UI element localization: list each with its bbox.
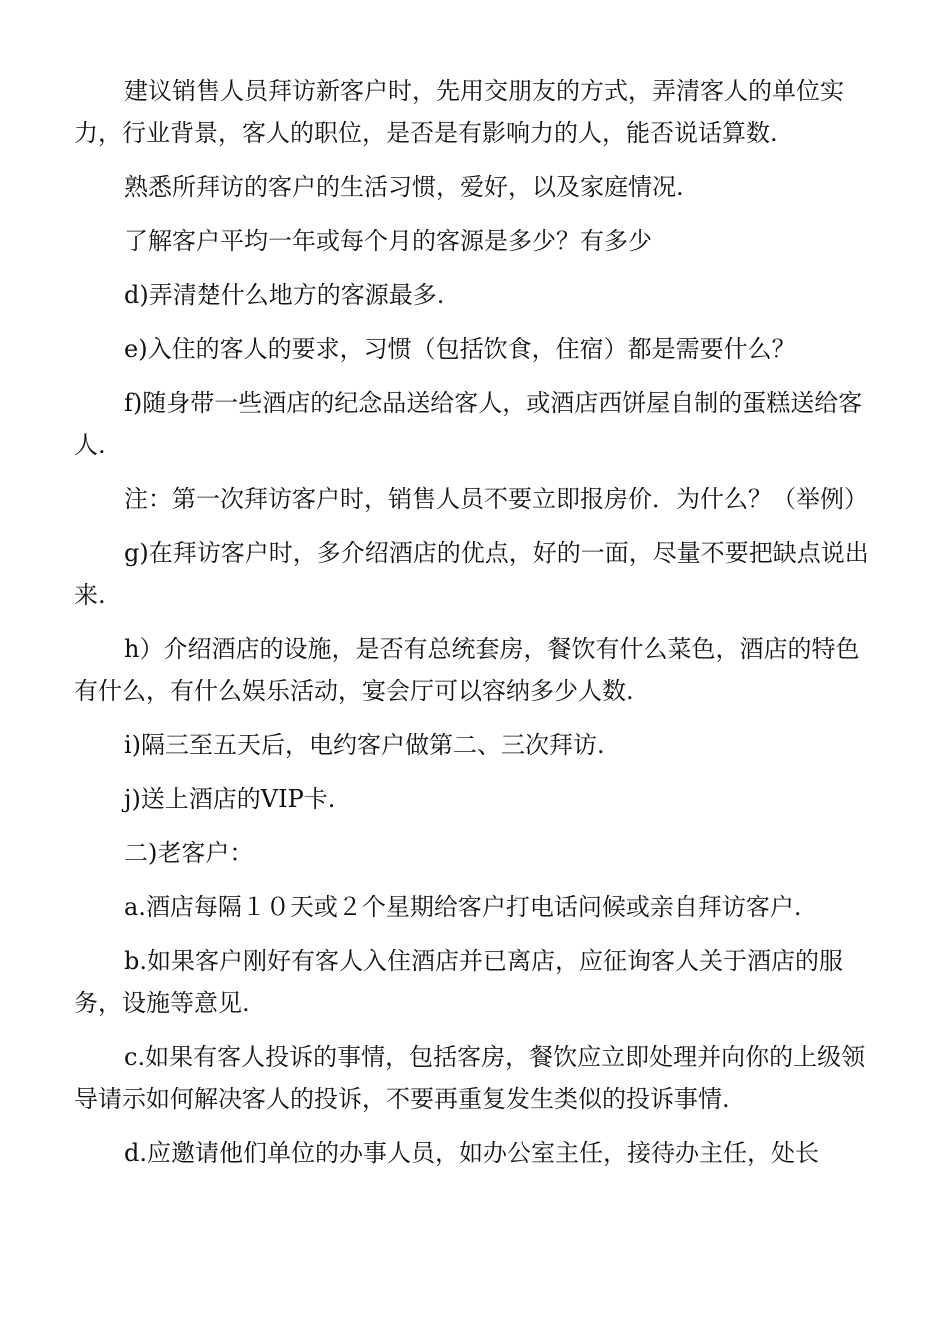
paragraph-item-g: g)在拜访客户时，多介绍酒店的优点，好的一面，尽量不要把缺点说出来. <box>74 539 869 609</box>
paragraph-item-f: f)随身带一些酒店的纪念品送给客人，或酒店西饼屋自制的蛋糕送给客人. <box>74 389 863 459</box>
paragraph-new-client-intro: 建议销售人员拜访新客户时，先用交朋友的方式，弄清客人的单位实力，行业背景，客人的职位，是否是有影响力的人，能否说话算数. <box>74 77 844 147</box>
paragraph-item-e: e)入住的客人的要求，习惯（包括饮食，住宿）都是需要什么？ <box>124 335 796 363</box>
paragraph-item-j: j)送上酒店的VIP卡. <box>124 785 336 813</box>
paragraph-old-d: d.应邀请他们单位的办事人员，如办公室主任，接待办主任，处长 <box>124 1139 819 1167</box>
paragraph-old-b: b.如果客户刚好有客人入住酒店并已离店，应征询客人关于酒店的服务，设施等意见. <box>74 947 843 1017</box>
paragraph-item-i: i)隔三至五天后，电约客户做第二、三次拜访. <box>124 731 605 759</box>
section-heading-old-clients: 二)老客户： <box>124 839 254 867</box>
paragraph-note: 注：第一次拜访客户时，销售人员不要立即报房价．为什么？（举例） <box>124 485 868 513</box>
paragraph-old-a: a.酒店每隔１０天或２个星期给客户打电话问候或亲自拜访客户. <box>124 893 802 921</box>
paragraph-item-h: h）介绍酒店的设施，是否有总统套房，餐饮有什么菜色，酒店的特色有什么，有什么娱乐活动，宴会厅可以容纳多少人数. <box>74 635 860 705</box>
document-body <box>74 70 880 1186</box>
paragraph-old-c: c.如果有客人投诉的事情，包括客房，餐饮应立即处理并向你的上级领导请示如何解决客人的投诉，不要再重复发生类似的投诉事情. <box>74 1043 866 1113</box>
paragraph-client-habits: 熟悉所拜访的客户的生活习惯，爱好，以及家庭情况. <box>124 173 684 201</box>
paragraph-item-d: d)弄清楚什么地方的客源最多. <box>124 281 445 309</box>
paragraph-client-volume: 了解客户平均一年或每个月的客源是多少？有多少 <box>124 227 652 255</box>
